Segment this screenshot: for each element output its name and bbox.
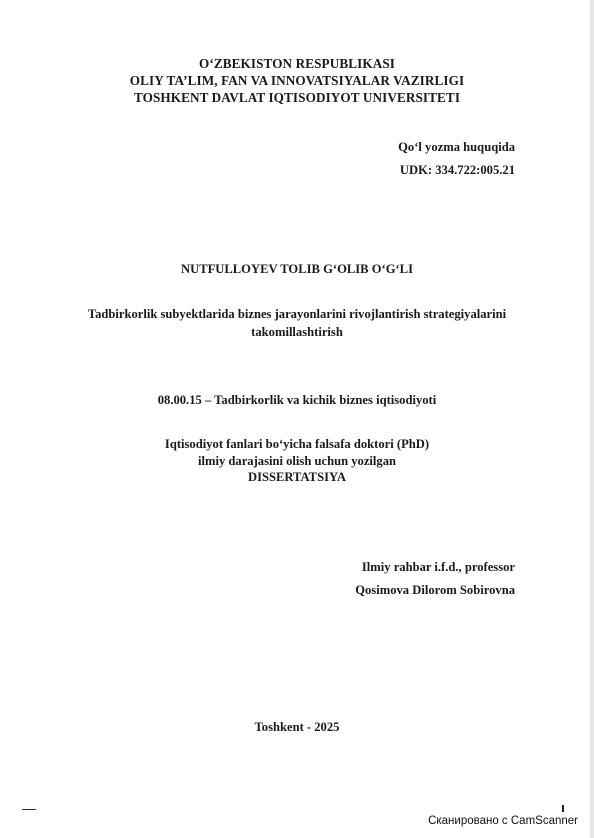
supervisor-role: Ilmiy rahbar i.f.d., professor [361,560,515,574]
place-and-year: Toshkent - 2025 [254,720,340,734]
supervisor-name: Qosimova Dilorom Sobirovna [355,583,515,597]
document-type: DISSERTATSIYA [247,470,347,484]
ministry-header-line-3: TOSHKENT DAVLAT IQTISODIYOT UNIVERSITETI [133,90,461,105]
scan-edge-tick [562,805,564,812]
specialty-code: 08.00.15 – Tadbirkorlik va kichik biznes iqtisodiyoti [157,393,437,407]
ministry-header-line-1: O‘ZBEKISTON RESPUBLIKASI [198,56,395,71]
degree-line-1: Iqtisodiyot fanlari bo‘yicha falsafa doktori (PhD) [164,437,430,451]
udk-code: UDK: 334.722:005.21 [399,163,515,177]
camscanner-watermark: Сканировано с CamScanner [428,815,578,827]
dissertation-title-line-2: takomillashtirish [251,325,343,339]
page-edge-shadow [590,0,594,838]
manuscript-rights-notice: Qo‘l yozma huquqida [398,140,515,154]
author-name: NUTFULLOYEV TOLIB G‘OLIB O‘G‘LI [181,262,413,276]
ministry-header-line-2: OLIY TA’LIM, FAN VA INNOVATSIYALAR VAZIRLIGI [129,73,465,88]
scan-edge-mark [22,809,36,810]
degree-line-2: ilmiy darajasini olish uchun yozilgan [197,454,397,468]
dissertation-title-line-1: Tadbirkorlik subyektlarida biznes jarayonlarini rivojlantirish strategiyalarini [87,307,507,321]
